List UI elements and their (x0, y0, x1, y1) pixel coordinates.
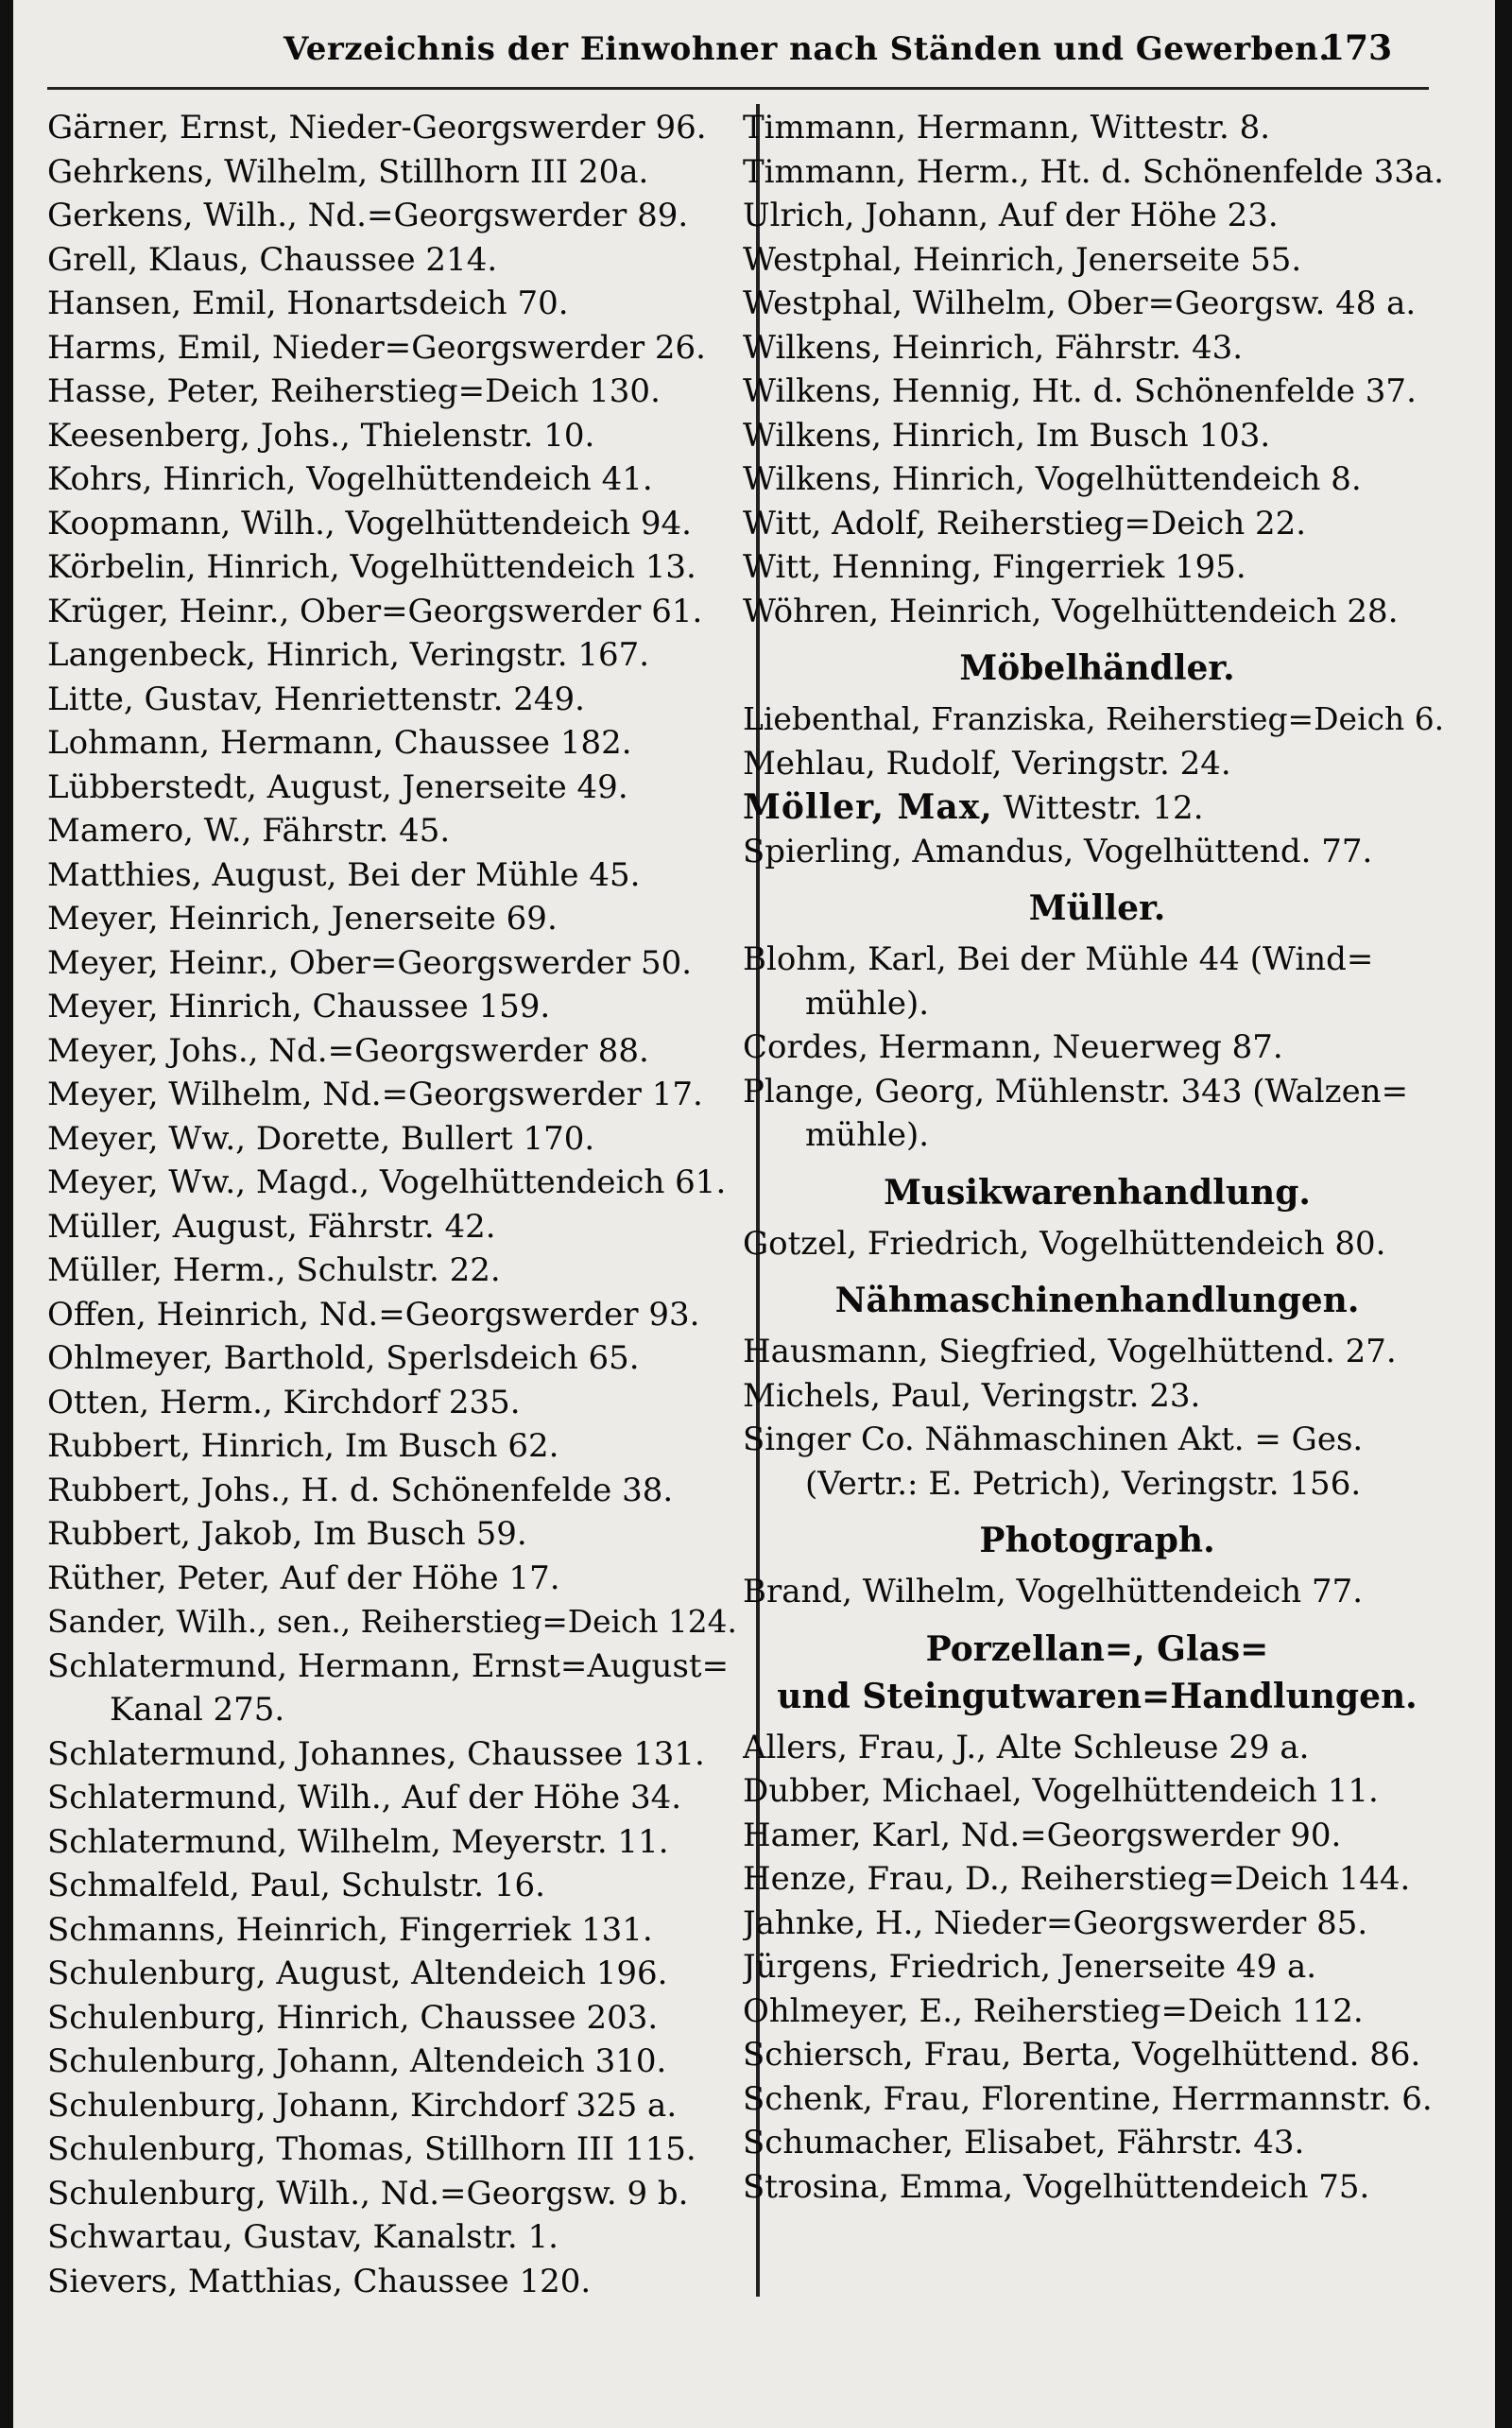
list-item: Schmanns, Heinrich, Fingerriek 131. (47, 1910, 653, 1949)
list-item: Matthies, August, Bei der Mühle 45. (47, 855, 641, 894)
list-item: Rüther, Peter, Auf der Höhe 17. (47, 1558, 560, 1597)
list-item: Otten, Herm., Kirchdorf 235. (47, 1383, 521, 1421)
list-item: Wilkens, Heinrich, Fährstr. 43. (743, 328, 1244, 367)
section-heading-musikwarenhandlung: Musikwarenhandlung. (884, 1172, 1311, 1213)
list-item: Mehlau, Rudolf, Veringstr. 24. (743, 744, 1231, 783)
list-item: Meyer, Heinr., Ober=Georgswerder 50. (47, 943, 693, 982)
list-item: Gerkens, Wilh., Nd.=Georgswerder 89. (47, 197, 689, 234)
list-item: Timmann, Herm., Ht. d. Schönenfelde 33a. (743, 152, 1444, 191)
list-item: Schlatermund, Johannes, Chaussee 131. (47, 1734, 705, 1773)
list-item: Litte, Gustav, Henriettenstr. 249. (47, 680, 585, 718)
section-heading-mueller: Müller. (1028, 888, 1166, 928)
list-item: Lohmann, Hermann, Chaussee 182. (47, 724, 632, 762)
right-column (743, 106, 1452, 2209)
list-item: Harms, Emil, Nieder=Georgswerder 26. (47, 328, 706, 367)
list-item: Langenbeck, Hinrich, Veringstr. 167. (47, 636, 650, 674)
list-item: Plange, Georg, Mühlenstr. 343 (Walzen= (743, 1072, 1409, 1111)
list-item-continuation: Kanal 275. (110, 1691, 285, 1729)
list-item: Gehrkens, Wilhelm, Stillhorn III 20a. (47, 152, 649, 191)
list-item: Wilkens, Hinrich, Vogelhüttendeich 8. (743, 460, 1362, 498)
left-column (47, 106, 745, 2303)
list-item: Liebenthal, Franziska, Reiherstieg=Deich 6. (743, 700, 1445, 737)
list-item: Schumacher, Elisabet, Fährstr. 43. (743, 2124, 1305, 2161)
list-item: Westphal, Heinrich, Jenerseite 55. (743, 240, 1302, 279)
list-item: Schiersch, Frau, Berta, Vogelhüttend. 86. (743, 2036, 1421, 2074)
list-item: Keesenberg, Johs., Thielenstr. 10. (47, 416, 595, 455)
list-item: Mamero, W., Fährstr. 45. (47, 812, 451, 850)
highlighted-name: Möller, Max, (743, 787, 993, 827)
section-heading-porzellan: Porzellan=, Glas= (925, 1628, 1269, 1669)
list-item: Michels, Paul, Veringstr. 23. (743, 1376, 1201, 1415)
list-item: Offen, Heinrich, Nd.=Georgswerder 93. (47, 1295, 700, 1334)
list-item: Körbelin, Hinrich, Vogelhüttendeich 13. (47, 548, 696, 586)
list-item: Müller, August, Fährstr. 42. (47, 1207, 496, 1246)
list-item: Westphal, Wilhelm, Ober=Georgsw. 48 a. (743, 284, 1417, 322)
list-item: Krüger, Heinr., Ober=Georgswerder 61. (47, 592, 703, 630)
list-item: Singer Co. Nähmaschinen Akt. = Ges. (743, 1421, 1364, 1458)
list-item: Schlatermund, Wilh., Auf der Höhe 34. (47, 1779, 682, 1817)
list-item: Meyer, Wilhelm, Nd.=Georgswerder 17. (47, 1076, 703, 1113)
list-item: Lübberstedt, August, Jenerseite 49. (47, 767, 628, 806)
list-item: Schmalfeld, Paul, Schulstr. 16. (47, 1867, 545, 1904)
list-item: Hamer, Karl, Nd.=Georgswerder 90. (743, 1816, 1342, 1854)
section-heading-steingutwaren: und Steingutwaren=Handlungen. (777, 1676, 1418, 1716)
address-text: Wittestr. 12. (992, 789, 1204, 827)
list-item: Ohlmeyer, E., Reiherstieg=Deich 112. (743, 1991, 1364, 2030)
list-item: Sievers, Matthias, Chaussee 120. (47, 2262, 592, 2300)
list-item: Schlatermund, Wilhelm, Meyerstr. 11. (47, 1822, 669, 1861)
section-heading-moebelhaendler: Möbelhändler. (959, 648, 1235, 688)
list-item (743, 785, 1452, 830)
list-item: Müller, Herm., Schulstr. 22. (47, 1251, 501, 1289)
list-item: Wilkens, Hennig, Ht. d. Schönenfelde 37. (743, 372, 1417, 410)
page-title: Verzeichnis der Einwohner nach Ständen und Gewerben. (284, 30, 1331, 68)
list-item: Jahnke, H., Nieder=Georgswerder 85. (743, 1903, 1368, 1942)
list-item: Dubber, Michael, Vogelhüttendeich 11. (743, 1772, 1379, 1810)
list-item: Rubbert, Hinrich, Im Busch 62. (47, 1427, 559, 1465)
list-item: Schulenburg, August, Altendeich 196. (47, 1954, 668, 1992)
list-item: Rubbert, Johs., H. d. Schönenfelde 38. (47, 1471, 674, 1509)
list-item: Schlatermund, Hermann, Ernst=August= (47, 1646, 730, 1685)
list-item: Meyer, Heinrich, Jenerseite 69. (47, 900, 558, 938)
list-item: Wöhren, Heinrich, Vogelhüttendeich 28. (743, 592, 1399, 630)
list-item: Schulenburg, Hinrich, Chaussee 203. (47, 1998, 659, 2037)
list-item: Jürgens, Friedrich, Jenerseite 49 a. (743, 1948, 1317, 1986)
list-item: Schulenburg, Johann, Kirchdorf 325 a. (47, 2086, 678, 2125)
list-item: Koopmann, Wilh., Vogelhüttendeich 94. (47, 504, 692, 542)
list-item: Meyer, Hinrich, Chaussee 159. (47, 988, 551, 1025)
list-item: Timmann, Hermann, Wittestr. 8. (743, 109, 1271, 146)
list-item-continuation: (Vertr.: E. Petrich), Veringstr. 156. (805, 1464, 1362, 1503)
list-item: Meyer, Ww., Dorette, Bullert 170. (47, 1119, 595, 1158)
list-item: Meyer, Ww., Magd., Vogelhüttendeich 61. (47, 1163, 727, 1201)
list-item: Grell, Klaus, Chaussee 214. (47, 240, 498, 279)
list-item: Witt, Henning, Fingerriek 195. (743, 548, 1246, 586)
list-item: Kohrs, Hinrich, Vogelhüttendeich 41. (47, 460, 653, 498)
list-item: Henze, Frau, D., Reiherstieg=Deich 144. (743, 1860, 1411, 1898)
list-item: Wilkens, Hinrich, Im Busch 103. (743, 416, 1271, 455)
list-item: Spierling, Amandus, Vogelhüttend. 77. (743, 832, 1373, 870)
list-item: Schulenburg, Johann, Altendeich 310. (47, 2042, 667, 2080)
list-item: Allers, Frau, J., Alte Schleuse 29 a. (743, 1728, 1310, 1766)
list-item: Blohm, Karl, Bei der Mühle 44 (Wind= (743, 940, 1374, 978)
page-header (13, 23, 1495, 79)
list-item: Gotzel, Friedrich, Vogelhüttendeich 80. (743, 1224, 1386, 1263)
page-number: 173 (1321, 28, 1393, 68)
list-item: Witt, Adolf, Reiherstieg=Deich 22. (743, 504, 1307, 542)
list-item: Schulenburg, Wilh., Nd.=Georgsw. 9 b. (47, 2174, 689, 2213)
header-rule (47, 87, 1429, 90)
list-item: Meyer, Johs., Nd.=Georgswerder 88. (47, 1031, 649, 1070)
list-item: Schenk, Frau, Florentine, Herrmannstr. 6. (743, 2079, 1433, 2118)
list-item: Gärner, Ernst, Nieder-Georgswerder 96. (47, 109, 707, 146)
section-heading-naehmaschinenhandlungen: Nähmaschinenhandlungen. (834, 1281, 1360, 1320)
list-item: Hasse, Peter, Reiherstieg=Deich 130. (47, 372, 661, 410)
list-item: Ulrich, Johann, Auf der Höhe 23. (743, 197, 1279, 234)
list-item: Rubbert, Jakob, Im Busch 59. (47, 1515, 527, 1553)
list-item-continuation: mühle). (805, 1116, 930, 1154)
list-item: Strosina, Emma, Vogelhüttendeich 75. (743, 2167, 1370, 2206)
list-item: Ohlmeyer, Barthold, Sperlsdeich 65. (47, 1339, 640, 1377)
list-item: Schwartau, Gustav, Kanalstr. 1. (47, 2218, 558, 2256)
list-item-continuation: mühle). (805, 984, 930, 1023)
list-item: Cordes, Hermann, Neuerweg 87. (743, 1028, 1283, 1066)
list-item: Sander, Wilh., sen., Reiherstieg=Deich 124. (47, 1604, 737, 1640)
list-item: Hausmann, Siegfried, Vogelhüttend. 27. (743, 1333, 1397, 1370)
directory-page (13, 0, 1495, 2428)
list-item: Brand, Wilhelm, Vogelhüttendeich 77. (743, 1573, 1364, 1610)
list-item: Schulenburg, Thomas, Stillhorn III 115. (47, 2130, 696, 2168)
list-item: Hansen, Emil, Honartsdeich 70. (47, 284, 569, 322)
section-heading-photograph: Photograph. (979, 1521, 1215, 1560)
